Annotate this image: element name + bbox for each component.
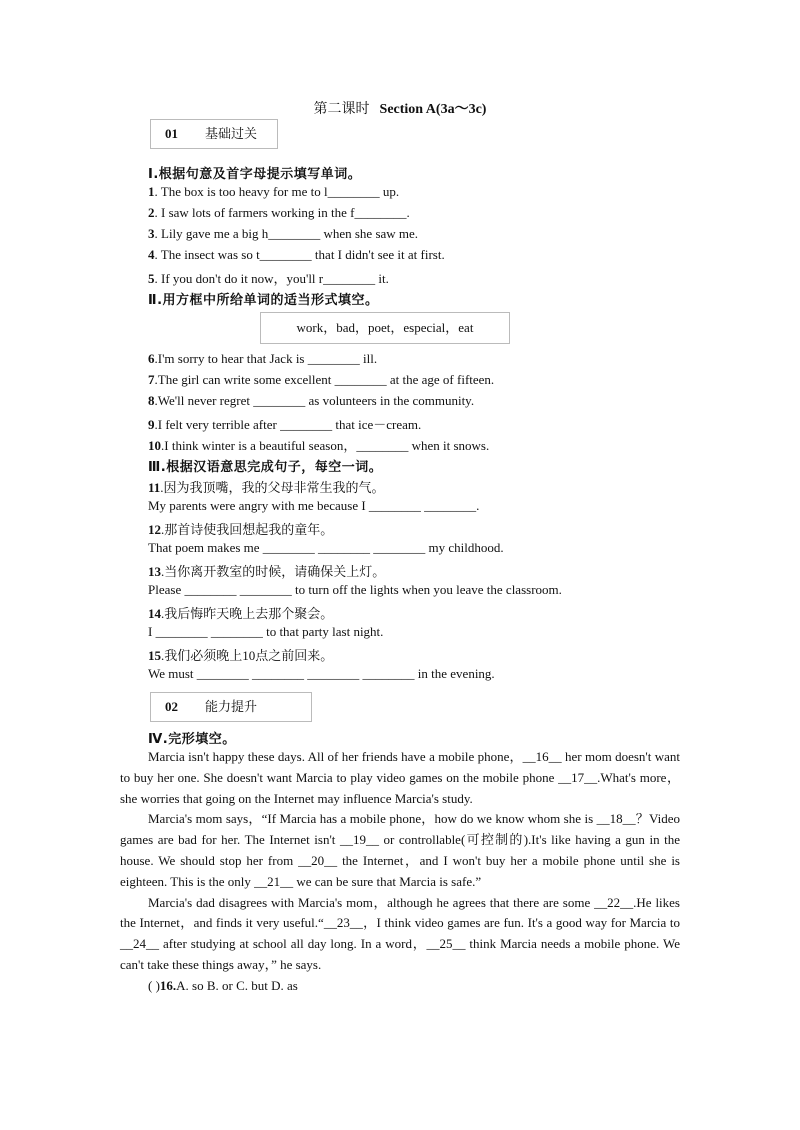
question-text: .I felt very terrible after ________ that ice－cream. bbox=[154, 417, 422, 432]
cloze-paragraph-2 bbox=[120, 809, 680, 892]
question-text: . If you don't do it now，you'll r________ it. bbox=[154, 271, 389, 286]
question-number: 2 bbox=[148, 205, 155, 220]
question-number: 6 bbox=[148, 351, 155, 366]
passage-text: Marcia isn't happy these days. All of her friends have a mobile phone， bbox=[148, 749, 523, 764]
cloze-blank-23: __23__ bbox=[323, 915, 363, 931]
question-15-chinese bbox=[148, 645, 333, 664]
question-2 bbox=[148, 205, 410, 221]
question-prompt: .因为我顶嘴，我的父母非常生我的气。 bbox=[160, 480, 385, 495]
question-14-english: I ________ ________ to that party last night. bbox=[148, 624, 384, 639]
section-label: 能力提升 bbox=[205, 699, 258, 714]
passage-text: .What's more，she worries that going on the Internet may influence Marcia's study. bbox=[120, 769, 680, 806]
question-13-english: Please ________ ________ to turn off the lights when you leave the classroom. bbox=[148, 582, 562, 597]
question-number: 4 bbox=[148, 247, 155, 262]
question-text: . I saw lots of farmers working in the f________. bbox=[154, 205, 410, 220]
question-1 bbox=[148, 184, 399, 200]
section-number: 01 bbox=[165, 126, 178, 141]
question-prompt: .当你离开教室的时候，请确保关上灯。 bbox=[161, 564, 386, 579]
question-8 bbox=[148, 393, 474, 409]
answer-options: A. so B. or C. but D. as bbox=[176, 977, 298, 993]
part-ii-heading: Ⅱ.用方框中所给单词的适当形式填空。 bbox=[148, 293, 379, 308]
question-number: 1 bbox=[148, 184, 155, 199]
cloze-blank-17: __17__ bbox=[558, 769, 598, 785]
passage-text: Marcia's dad disagrees with Marcia's mom，although he agrees that there are some bbox=[148, 894, 595, 910]
cloze-blank-19: __19__ bbox=[339, 832, 379, 848]
question-number: 7 bbox=[148, 372, 155, 387]
passage-text: the Internet，and I won't buy her a mobile phone until she is eighteen. This is the only bbox=[120, 852, 680, 889]
passage-text: think Marcia needs a mobile phone. We can't take these things away，” he says. bbox=[120, 936, 681, 972]
section-01-box bbox=[150, 119, 278, 149]
question-11-english: My parents were angry with me because I ________ ________. bbox=[148, 498, 480, 513]
section-number: 02 bbox=[165, 699, 178, 714]
question-number: 12 bbox=[148, 522, 161, 537]
question-number: 14 bbox=[148, 606, 161, 621]
section-label: 基础过关 bbox=[205, 126, 258, 141]
cloze-paragraph-1 bbox=[120, 747, 680, 809]
question-3 bbox=[148, 226, 418, 242]
passage-text: we can be sure that Marcia is safe.” bbox=[293, 873, 482, 889]
question-number: 11 bbox=[148, 480, 161, 495]
question-number: 8 bbox=[148, 393, 155, 408]
question-prompt: .那首诗使我回想起我的童年。 bbox=[161, 522, 334, 537]
section-02-box bbox=[150, 692, 312, 722]
passage-text: or controllable(可控制的).It's like having a gun in the house. We should stop her from bbox=[120, 832, 680, 868]
answer-paren: ( ) bbox=[148, 977, 160, 993]
question-14-chinese bbox=[148, 603, 333, 622]
question-number: 5 bbox=[148, 271, 155, 286]
cloze-blank-21: __21__ bbox=[254, 873, 294, 889]
question-12-english: That poem makes me ________ ________ ________ my childhood. bbox=[148, 540, 504, 555]
page-title bbox=[0, 98, 800, 118]
question-number: 13 bbox=[148, 564, 161, 579]
passage-text: ，I think video games are fun. It's a good way for Marcia to bbox=[362, 915, 680, 931]
cloze-blank-25: __25__ bbox=[426, 936, 466, 952]
part-i-heading: Ⅰ.根据句意及首字母提示填写单词。 bbox=[148, 167, 362, 182]
question-text: .I'm sorry to hear that Jack is ________ ill. bbox=[154, 351, 378, 366]
question-prompt: .我后悔昨天晚上去那个聚会。 bbox=[161, 606, 334, 621]
cloze-passage bbox=[120, 747, 680, 997]
cloze-paragraph-3 bbox=[120, 893, 680, 976]
passage-text: after studying at school all day long. In a word， bbox=[159, 936, 427, 952]
passage-text: ？Video games are bad for her. The Internet isn't bbox=[120, 811, 680, 848]
title-section: Section A(3a～3c) bbox=[379, 102, 487, 117]
question-7 bbox=[148, 372, 494, 388]
cloze-blank-22: __22__ bbox=[594, 894, 634, 910]
question-4 bbox=[148, 247, 445, 263]
question-text: . Lily gave me a big h________ when she saw me. bbox=[154, 226, 419, 241]
question-12-chinese bbox=[148, 519, 333, 538]
question-number: 15 bbox=[148, 648, 161, 663]
passage-text: her mom doesn't want to buy her one. She doesn't want Marcia to play video games on the mobile phone bbox=[120, 749, 680, 785]
question-prompt: .我们必须晚上10点之前回来。 bbox=[161, 648, 334, 663]
question-text: . The insect was so t________ that I didn't see it at first. bbox=[154, 247, 445, 262]
title-lesson: 第二课时 bbox=[313, 102, 370, 117]
question-number: 9 bbox=[148, 417, 155, 432]
cloze-blank-20: __20__ bbox=[298, 852, 338, 868]
question-text: .The girl can write some excellent ________ at the age of fifteen. bbox=[154, 372, 495, 387]
part-iii-heading: Ⅲ.根据汉语意思完成句子，每空一词。 bbox=[148, 460, 383, 475]
question-10 bbox=[148, 435, 489, 454]
question-number: 10 bbox=[148, 438, 161, 453]
question-6 bbox=[148, 351, 377, 367]
word-bank-box: work，bad，poet，especial，eat bbox=[260, 312, 510, 344]
question-text: .I think winter is a beautiful season，________ when it snows. bbox=[161, 438, 490, 453]
question-text: . The box is too heavy for me to l________ up. bbox=[154, 184, 400, 199]
question-11-chinese bbox=[148, 477, 385, 496]
question-15-english: We must ________ ________ ________ ________ in the evening. bbox=[148, 666, 495, 681]
question-13-chinese bbox=[148, 561, 385, 580]
question-number: 16. bbox=[159, 977, 177, 993]
question-number: 3 bbox=[148, 226, 155, 241]
cloze-blank-16: __16__ bbox=[522, 749, 562, 764]
question-16-options bbox=[120, 976, 680, 997]
passage-text: Marcia's mom says，“If Marcia has a mobile phone，how do we know whom she is bbox=[148, 811, 597, 827]
cloze-blank-24: __24__ bbox=[120, 936, 159, 952]
question-5 bbox=[148, 268, 389, 287]
question-text: .We'll never regret ________ as volunteers in the community. bbox=[154, 393, 475, 408]
part-iv-heading: Ⅳ.完形填空。 bbox=[148, 732, 236, 747]
passage-text: .He likes the Internet，and finds it very useful.“ bbox=[120, 894, 680, 931]
cloze-blank-18: __18__ bbox=[596, 811, 636, 827]
question-9 bbox=[148, 414, 421, 433]
